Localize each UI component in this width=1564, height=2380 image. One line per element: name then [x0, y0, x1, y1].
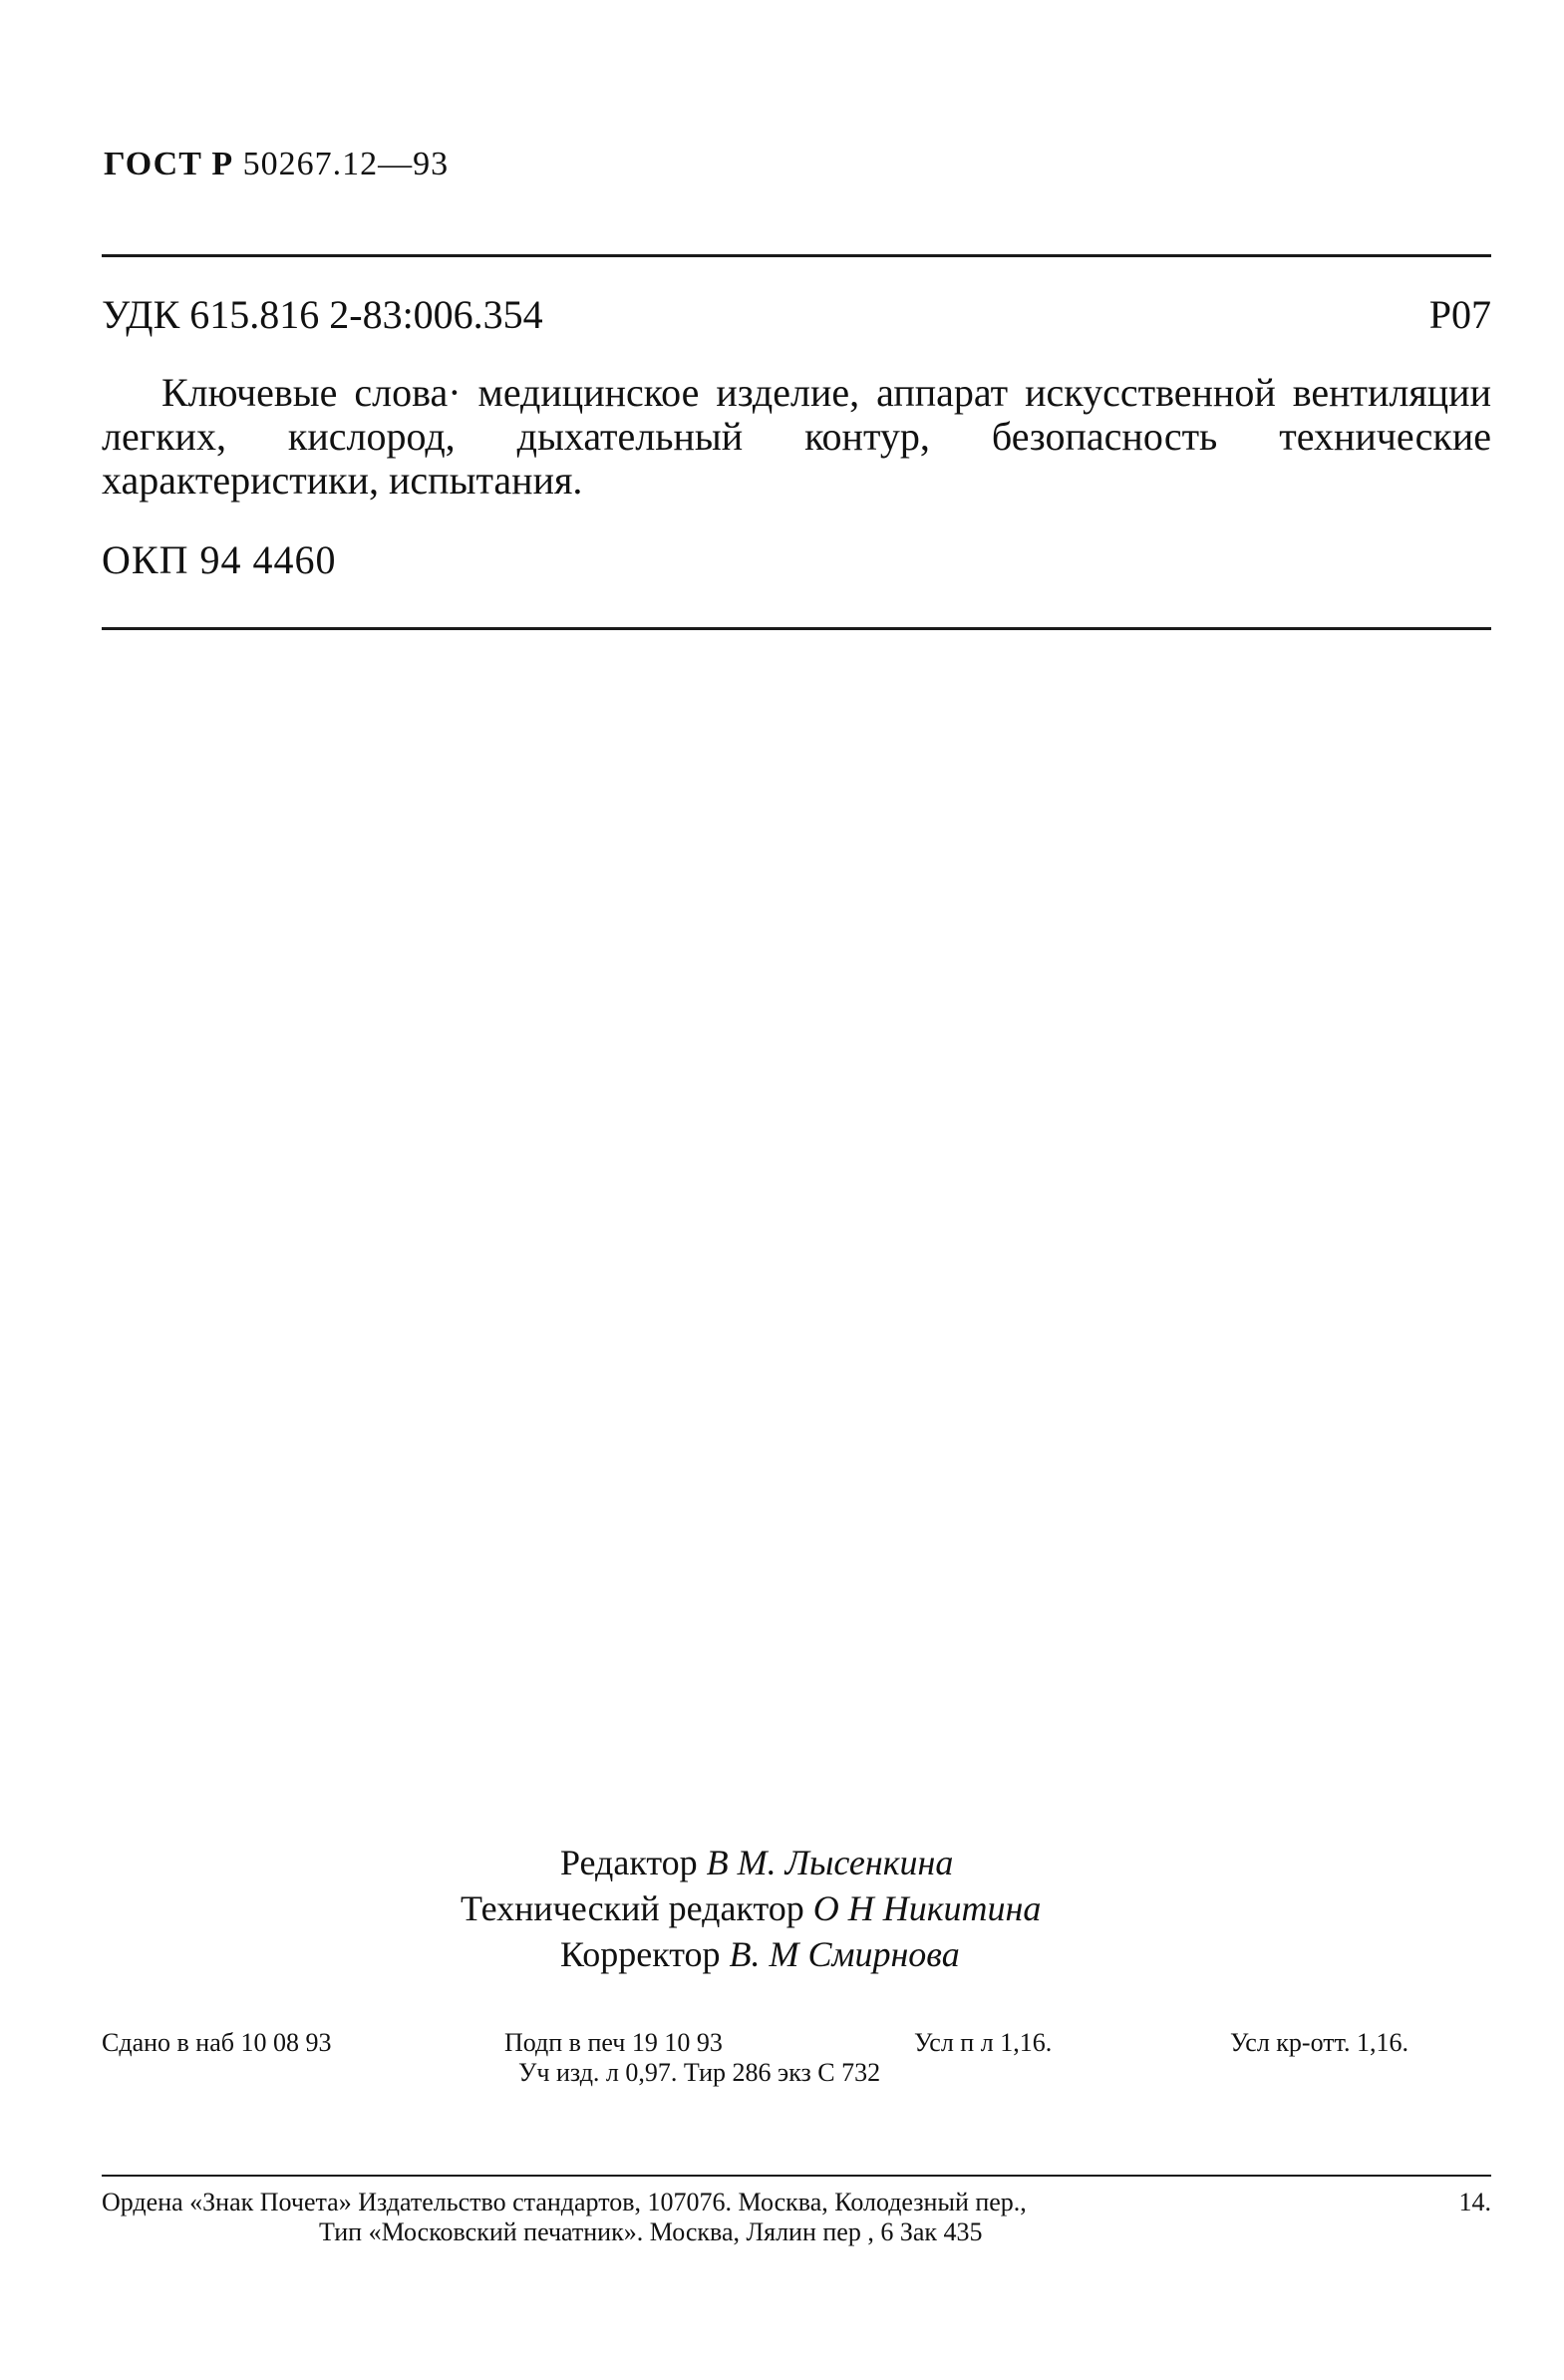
- editor-role: Редактор: [560, 1843, 698, 1882]
- printing-house-line: Тип «Московский печатник». Москва, Лялин пер , 6 Зак 435: [319, 2217, 983, 2246]
- conventional-sheets: Усл п л 1,16.: [914, 2028, 1053, 2057]
- publisher-block: [102, 2188, 1491, 2247]
- conventional-prints: Усл кр-отт. 1,16.: [1230, 2028, 1409, 2057]
- tech-editor-role: Технический редактор: [461, 1888, 804, 1928]
- submitted-date: Сдано в наб 10 08 93: [102, 2028, 332, 2057]
- corrector-line: [560, 1931, 960, 1977]
- publisher-line-1: [102, 2188, 1491, 2217]
- print-imprint: [102, 2028, 1491, 2088]
- corrector-role: Корректор: [560, 1934, 721, 1974]
- editor-name: В М. Лысенкина: [706, 1843, 954, 1882]
- editor-line: [560, 1840, 953, 1885]
- gost-number: 50267.12—93: [242, 146, 450, 182]
- middle-divider: [102, 627, 1491, 630]
- tech-editor-name: О Н Никитина: [812, 1888, 1042, 1928]
- tech-editor-line: [461, 1885, 1041, 1931]
- okp-code: ОКП 94 4460: [102, 537, 337, 582]
- udk-code: УДК 615.816 2-83:006.354: [102, 292, 543, 337]
- imprint-row-1: [102, 2028, 1491, 2058]
- signed-date: Подп в печ 19 10 93: [504, 2028, 723, 2057]
- group-code: Р07: [1428, 292, 1491, 337]
- bottom-divider: [102, 2175, 1491, 2177]
- publisher-house-number: 14.: [1458, 2188, 1491, 2216]
- keywords-paragraph: Ключевые слова· медицинское изделие, аппарат искусственной вентиляции легких, кислород, дыхательный контур, безопасность технические характеристики, испытания.: [102, 370, 1491, 503]
- udk-row: [102, 291, 1491, 338]
- publisher-address: Ордена «Знак Почета» Издательство стандартов, 107076. Москва, Колодезный пер.,: [102, 2188, 1027, 2216]
- corrector-name: В. М Смирнова: [729, 1934, 960, 1974]
- gost-prefix: ГОСТ Р: [104, 146, 234, 182]
- gost-header: [104, 146, 449, 183]
- top-divider: [102, 254, 1491, 257]
- imprint-row-2: Уч изд. л 0,97. Тир 286 экз С 732: [518, 2058, 881, 2087]
